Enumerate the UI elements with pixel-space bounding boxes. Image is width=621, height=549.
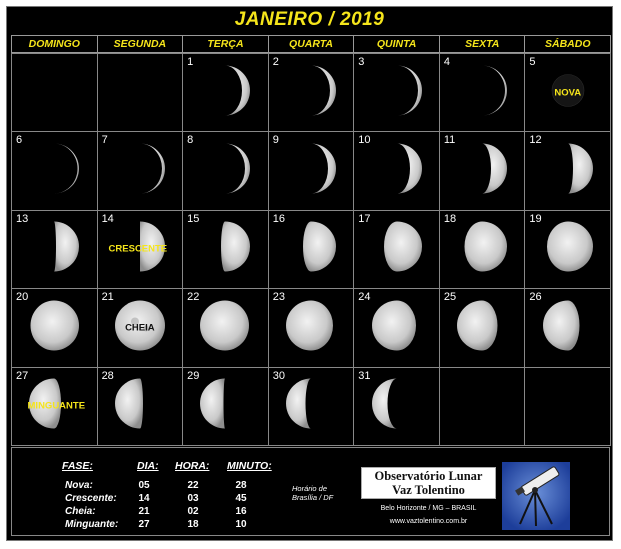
moon-phase-icon (114, 378, 166, 435)
day-cell-26 (524, 288, 611, 367)
day-cell-31 (353, 367, 440, 446)
day-cell-4 (439, 53, 526, 132)
row-crescente-dia: 14 (138, 493, 150, 504)
timezone-line1: Horário de (292, 484, 328, 493)
day-cell-1 (182, 53, 269, 132)
day-number: 25 (443, 291, 457, 304)
moon-phase-icon (114, 143, 166, 200)
moon-phase-icon (285, 378, 337, 435)
day-number: 9 (272, 134, 279, 147)
day-number: 14 (101, 212, 114, 225)
moon-phase-icon (28, 143, 80, 200)
timezone-note (292, 484, 362, 502)
day-number: 15 (187, 212, 200, 225)
moon-phase-icon (285, 299, 337, 356)
day-cell-13 (11, 210, 98, 289)
day-cell-22 (182, 288, 269, 367)
day-cell-3 (353, 53, 440, 132)
day-cell-24 (353, 288, 440, 367)
moon-phase-icon (28, 299, 80, 356)
label-nova: NOVA (554, 87, 582, 99)
empty-cell (439, 367, 526, 446)
moon-phase-icon (28, 221, 80, 278)
moon-phase-icon (371, 378, 423, 435)
day-number: 8 (187, 134, 194, 147)
moon-phase-icon (371, 64, 423, 121)
moon-phase-icon (285, 64, 337, 121)
timezone-line2: Brasília / DF (292, 493, 334, 502)
moon-phase-icon (199, 64, 251, 121)
day-number: 16 (272, 212, 285, 225)
row-minguante-minuto: 10 (235, 519, 247, 530)
moon-phase-icon (371, 221, 423, 278)
row-cheia-label: Cheia: (65, 506, 96, 517)
weekday-friday: SEXTA (439, 35, 526, 53)
day-cell-12 (524, 131, 611, 210)
moon-phase-icon (199, 299, 251, 356)
day-number: 10 (358, 134, 371, 147)
empty-cell (11, 53, 98, 132)
row-nova-hora: 22 (187, 480, 199, 491)
day-number: 29 (187, 369, 200, 382)
day-cell-19 (524, 210, 611, 289)
day-cell-21 (97, 288, 184, 367)
day-number: 2 (272, 56, 279, 68)
day-cell-30 (268, 367, 355, 446)
moon-phase-icon (199, 221, 251, 278)
day-number: 12 (529, 134, 542, 147)
row-cheia-dia: 21 (138, 506, 150, 517)
label-cheia: CHEIA (125, 322, 155, 334)
moon-phase-icon (285, 221, 337, 278)
day-cell-14 (97, 210, 184, 289)
day-number: 19 (529, 212, 542, 225)
calendar-title: JANEIRO / 2019 (234, 9, 385, 30)
day-cell-6 (11, 131, 98, 210)
day-cell-16 (268, 210, 355, 289)
day-number: 1 (187, 56, 194, 68)
day-number: 3 (358, 56, 365, 68)
day-number: 5 (529, 56, 536, 68)
row-minguante-label: Minguante: (65, 519, 119, 530)
weekday-thursday: QUINTA (353, 35, 440, 53)
moon-phase-icon (542, 299, 594, 356)
moon-phase-icon (199, 378, 251, 435)
calendar-frame (6, 6, 613, 541)
weekday-monday: SEGUNDA (97, 35, 184, 53)
empty-cell (524, 367, 611, 446)
label-crescente: CRESCENTE (108, 243, 168, 255)
day-cell-10 (353, 131, 440, 210)
moon-phase-icon (542, 143, 594, 200)
day-number: 7 (101, 134, 108, 147)
empty-cell (97, 53, 184, 132)
row-cheia-hora: 02 (187, 506, 199, 517)
moon-phase-icon (456, 143, 508, 200)
day-number: 4 (443, 56, 450, 68)
moon-phase-icon (542, 221, 594, 278)
observatory-name-line1: Observatório Lunar (374, 469, 483, 483)
weekday-sunday: DOMINGO (11, 35, 98, 53)
moon-phase-icon (285, 143, 337, 200)
weekday-wednesday: QUARTA (268, 35, 355, 53)
header-hora: HORA: (175, 460, 210, 472)
moon-phase-icon (199, 143, 251, 200)
moon-phase-icon (456, 221, 508, 278)
weekday-tuesday: TERÇA (182, 35, 269, 53)
observatory-website: www.vaztolentino.com.br (389, 518, 468, 525)
observatory-city: Belo Horizonte / MG – BRASIL (380, 505, 477, 512)
moon-phase-icon (456, 64, 508, 121)
weekday-saturday: SÁBADO (524, 35, 611, 53)
day-cell-15 (182, 210, 269, 289)
row-minguante-dia: 27 (138, 519, 150, 530)
header-fase: FASE: (62, 460, 93, 472)
moon-phase-icon (371, 143, 423, 200)
day-number: 31 (358, 369, 371, 382)
header-dia: DIA: (137, 460, 159, 472)
day-number: 30 (272, 369, 285, 382)
day-cell-23 (268, 288, 355, 367)
day-cell-9 (268, 131, 355, 210)
day-cell-27 (11, 367, 98, 446)
row-nova-label: Nova: (65, 480, 93, 491)
row-minguante-hora: 18 (187, 519, 199, 530)
telescope-icon (502, 462, 570, 530)
day-number: 28 (101, 369, 114, 382)
moon-phase-icon (371, 299, 423, 356)
day-cell-20 (11, 288, 98, 367)
day-cell-8 (182, 131, 269, 210)
day-number: 17 (358, 212, 371, 225)
row-crescente-hora: 03 (187, 493, 199, 504)
day-number: 27 (16, 369, 29, 382)
weekday-header (11, 35, 610, 53)
day-number: 26 (529, 291, 542, 304)
day-cell-7 (97, 131, 184, 210)
phase-table (11, 447, 610, 536)
day-cell-5 (524, 53, 611, 132)
day-cell-17 (353, 210, 440, 289)
day-number: 20 (16, 291, 29, 304)
calendar-grid (11, 53, 610, 445)
day-number: 11 (443, 134, 456, 147)
day-cell-2 (268, 53, 355, 132)
day-cell-25 (439, 288, 526, 367)
day-cell-29 (182, 367, 269, 446)
day-number: 23 (272, 291, 285, 304)
row-cheia-minuto: 16 (235, 506, 247, 517)
row-crescente-minuto: 45 (235, 493, 247, 504)
observatory-name-line2: Vaz Tolentino (392, 483, 465, 497)
day-number: 22 (187, 291, 200, 304)
label-minguante: MINGUANTE (27, 400, 86, 412)
observatory-logo (361, 467, 496, 499)
day-number: 13 (16, 212, 29, 225)
row-nova-minuto: 28 (235, 480, 247, 491)
row-crescente-label: Crescente: (65, 493, 117, 504)
header-minuto: MINUTO: (227, 460, 272, 472)
day-number: 18 (443, 212, 457, 225)
day-cell-18 (439, 210, 526, 289)
day-number: 6 (16, 134, 23, 147)
day-cell-28 (97, 367, 184, 446)
moon-phase-icon (456, 299, 508, 356)
day-cell-11 (439, 131, 526, 210)
day-number: 21 (101, 291, 114, 304)
row-nova-dia: 05 (138, 480, 150, 491)
day-number: 24 (358, 291, 371, 304)
